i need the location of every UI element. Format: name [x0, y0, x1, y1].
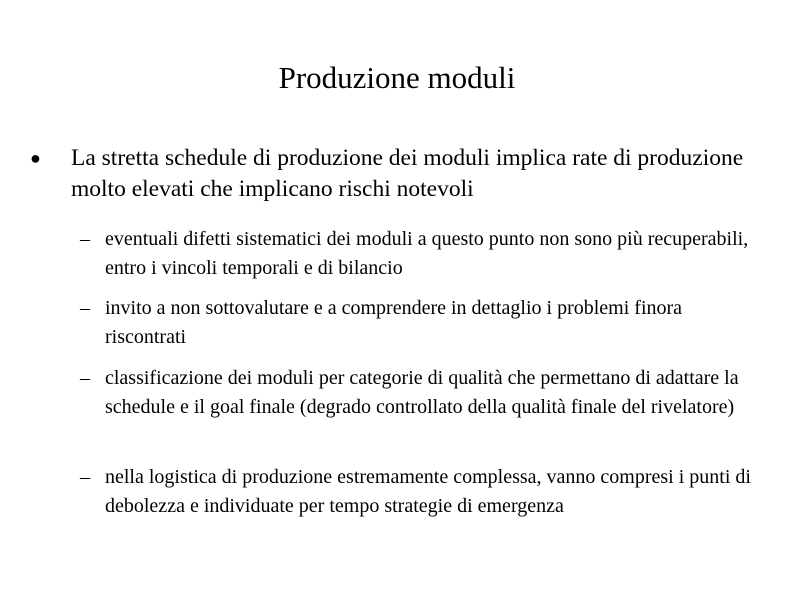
- sub-item-text: classificazione dei moduli per categorie di qualità che permettano di adattare la schedule e il goal finale (degrado controllato della qualità finale del rivelatore): [105, 367, 739, 418]
- dash-icon: –: [80, 297, 90, 319]
- dash-icon: –: [80, 466, 90, 488]
- bullet-dot-icon: ●: [30, 148, 41, 168]
- dash-icon: –: [80, 228, 90, 250]
- main-bullet-text: La stretta schedule di produzione dei moduli implica rate di produzione molto elevati che implicano rischi notevoli: [71, 145, 744, 202]
- sub-item-text: nella logistica di produzione estremamente complessa, vanno compresi i punti di debolezza e individuate per tempo strategie di emergenza: [105, 466, 751, 517]
- slide-title: Produzione moduli: [278, 60, 516, 95]
- sub-item-text: eventuali difetti sistematici dei moduli a questo punto non sono più recuperabili, entro i vincoli temporali e di bilancio: [105, 228, 749, 279]
- dash-icon: –: [80, 367, 90, 389]
- sub-item-text: invito a non sottovalutare e a comprendere in dettaglio i problemi finora riscontrati: [105, 297, 683, 348]
